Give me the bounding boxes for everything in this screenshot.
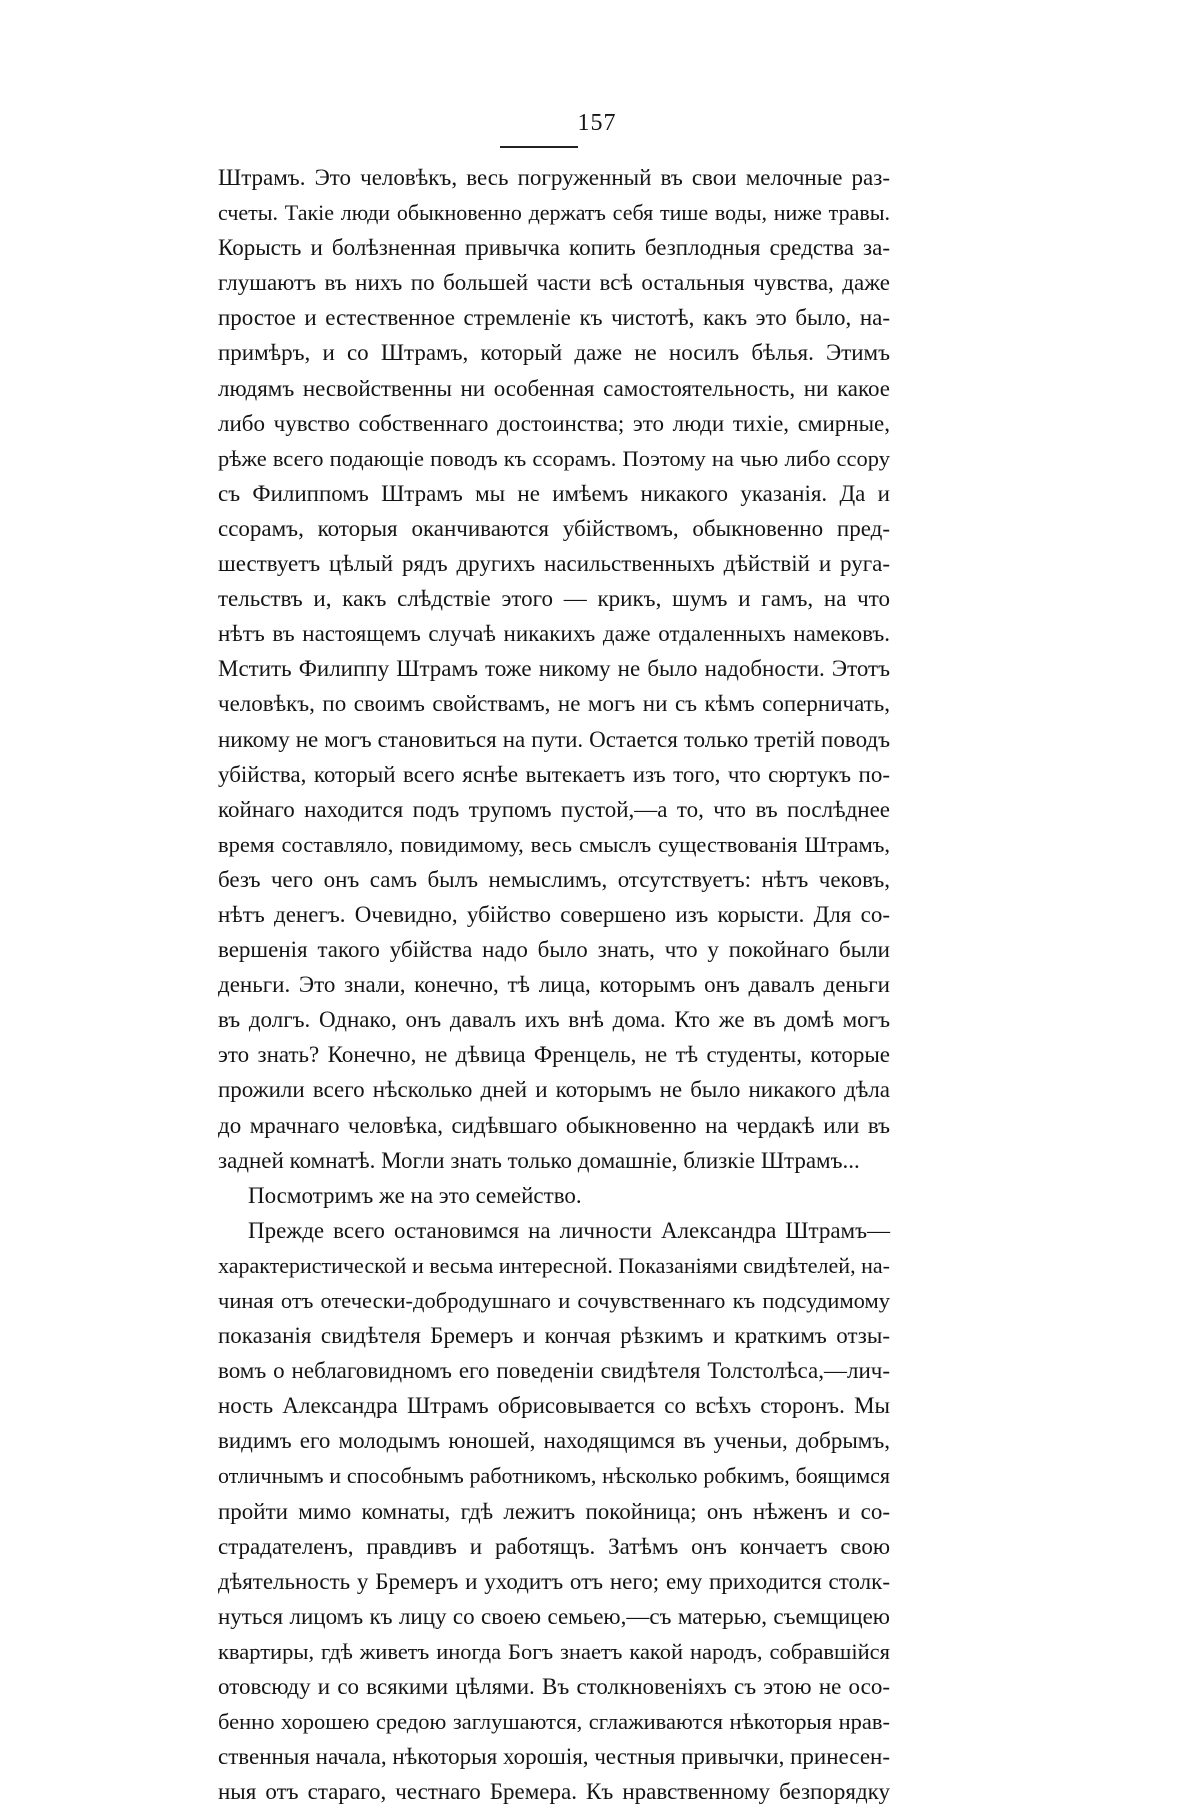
text-line: нѣтъ въ настоящемъ случаѣ никакихъ даже отдаленныхъ намековъ. <box>218 621 890 647</box>
text-line: отовсюду и со всякими цѣлями. Въ столкновеніяхъ съ этою не осо- <box>218 1674 890 1700</box>
text-line: деньги. Это знали, конечно, тѣ лица, которымъ онъ давалъ деньги <box>218 972 890 998</box>
text-line: характеристической и весьма интересной. Показаніями свидѣтелей, на- <box>218 1252 890 1278</box>
text-line: пройти мимо комнаты, гдѣ лежитъ покойница; онъ нѣженъ и со- <box>218 1498 890 1524</box>
text-line: нѣтъ денегъ. Очевидно, убійство совершено изъ корысти. Для со- <box>218 901 890 927</box>
text-line: Посмотримъ же на это семейство. <box>248 1182 582 1208</box>
text-line: съ Филиппомъ Штрамъ мы не имѣемъ никакого указанія. Да и <box>218 480 890 506</box>
text-line: Корысть и болѣзненная привычка копить безплодныя средства за- <box>218 235 890 261</box>
text-line: отличнымъ и способнымъ работникомъ, нѣсколько робкимъ, боящимся <box>218 1463 890 1489</box>
text-line: до мрачнаго человѣка, сидѣвшаго обыкновенно на чердакѣ или въ <box>218 1112 890 1138</box>
text-line: ныя отъ стараго, честнаго Бремера. Къ нравственному безпорядку <box>218 1779 890 1805</box>
text-line: Штрамъ. Это человѣкъ, весь погруженный въ свои мелочные раз- <box>218 165 890 190</box>
text-line: убійства, который всего яснѣе вытекаетъ изъ того, что сюртукъ по- <box>218 761 890 787</box>
text-line: глушаютъ въ нихъ по большей части всѣ остальныя чувства, даже <box>218 270 890 296</box>
text-line: вомъ о неблаговидномъ его поведеніи свидѣтеля Толстолѣса,—лич- <box>218 1358 890 1384</box>
text-line: примѣръ, и со Штрамъ, который даже не носилъ бѣлья. Этимъ <box>218 340 890 366</box>
text-line: это знать? Конечно, не дѣвица Френцель, не тѣ студенты, которые <box>218 1042 890 1068</box>
body-text <box>218 160 890 1809</box>
page-number: 157 <box>577 110 617 136</box>
text-line: счеты. Такіе люди обыкновенно держатъ себя тише воды, ниже травы. <box>218 200 890 226</box>
text-line: рѣже всего подающіе поводъ къ ссорамъ. Поэтому на чью либо ссору <box>218 445 890 471</box>
page-number-rule <box>500 146 578 148</box>
text-line: въ долгъ. Однако, онъ давалъ ихъ внѣ дома. Кто же въ домѣ могъ <box>218 1007 890 1033</box>
text-line: Прежде всего остановимся на личности Александра Штрамъ— <box>248 1217 890 1243</box>
text-line: шествуетъ цѣлый рядъ другихъ насильственныхъ дѣйствій и руга- <box>218 551 890 577</box>
text-line: безъ чего онъ самъ былъ немыслимъ, отсутствуетъ: нѣтъ чековъ, <box>218 866 890 892</box>
text-line: вершенія такого убійства надо было знать, что у покойнаго были <box>218 937 890 963</box>
text-line: никому не могъ становиться на пути. Остается только третій поводъ <box>218 726 890 752</box>
text-line: человѣкъ, по своимъ свойствамъ, не могъ ни съ кѣмъ соперничать, <box>218 691 890 717</box>
text-line: время составляло, повидимому, весь смыслъ существованія Штрамъ, <box>218 831 890 857</box>
text-line: показанія свидѣтеля Бремеръ и кончая рѣзкимъ и краткимъ отзы- <box>218 1323 890 1349</box>
text-line: дѣятельность у Бремеръ и уходитъ отъ него; ему приходится столк- <box>218 1568 890 1594</box>
text-line: ность Александра Штрамъ обрисовывается со всѣхъ сторонъ. Мы <box>218 1393 890 1419</box>
text-line: видимъ его молодымъ юношей, находящимся въ ученьи, добрымъ, <box>218 1428 890 1454</box>
text-line: койнаго находится подъ трупомъ пустой,—а то, что въ послѣднее <box>218 796 890 822</box>
text-line: квартиры, гдѣ живетъ иногда Богъ знаетъ какой народъ, собравшійся <box>218 1638 890 1664</box>
text-line: ссорамъ, которыя оканчиваются убійствомъ, обыкновенно пред- <box>218 515 890 541</box>
text-line: ственныя начала, нѣкоторыя хорошія, честныя привычки, принесен- <box>218 1744 890 1770</box>
text-line: страдателенъ, правдивъ и работящъ. Затѣмъ онъ кончаетъ свою <box>218 1533 890 1559</box>
text-line: нуться лицомъ къ лицу со своею семьею,—съ матерью, съемщицею <box>218 1603 890 1629</box>
text-line: либо чувство собственнаго достоинства; это люди тихіе, смирные, <box>218 410 890 436</box>
text-line: людямъ несвойственны ни особенная самостоятельность, ни какое <box>218 375 890 401</box>
text-line: Мстить Филиппу Штрамъ тоже никому не было надобности. Этотъ <box>218 656 890 682</box>
text-line: чиная отъ отечески-добродушнаго и сочувственнаго къ подсудимому <box>218 1288 890 1313</box>
text-line: бенно хорошею средою заглушаются, сглаживаются нѣкоторыя нрав- <box>218 1709 890 1735</box>
text-line: простое и естественное стремленіе къ чистотѣ, какъ это было, на- <box>218 305 890 331</box>
text-line: прожили всего нѣсколько дней и которымъ не было никакого дѣла <box>218 1077 890 1103</box>
text-line: задней комнатѣ. Могли знать только домашніе, близкіе Штрамъ... <box>218 1147 860 1173</box>
text-line: тельствъ и, какъ слѣдствіе этого — крикъ, шумъ и гамъ, на что <box>218 586 890 612</box>
